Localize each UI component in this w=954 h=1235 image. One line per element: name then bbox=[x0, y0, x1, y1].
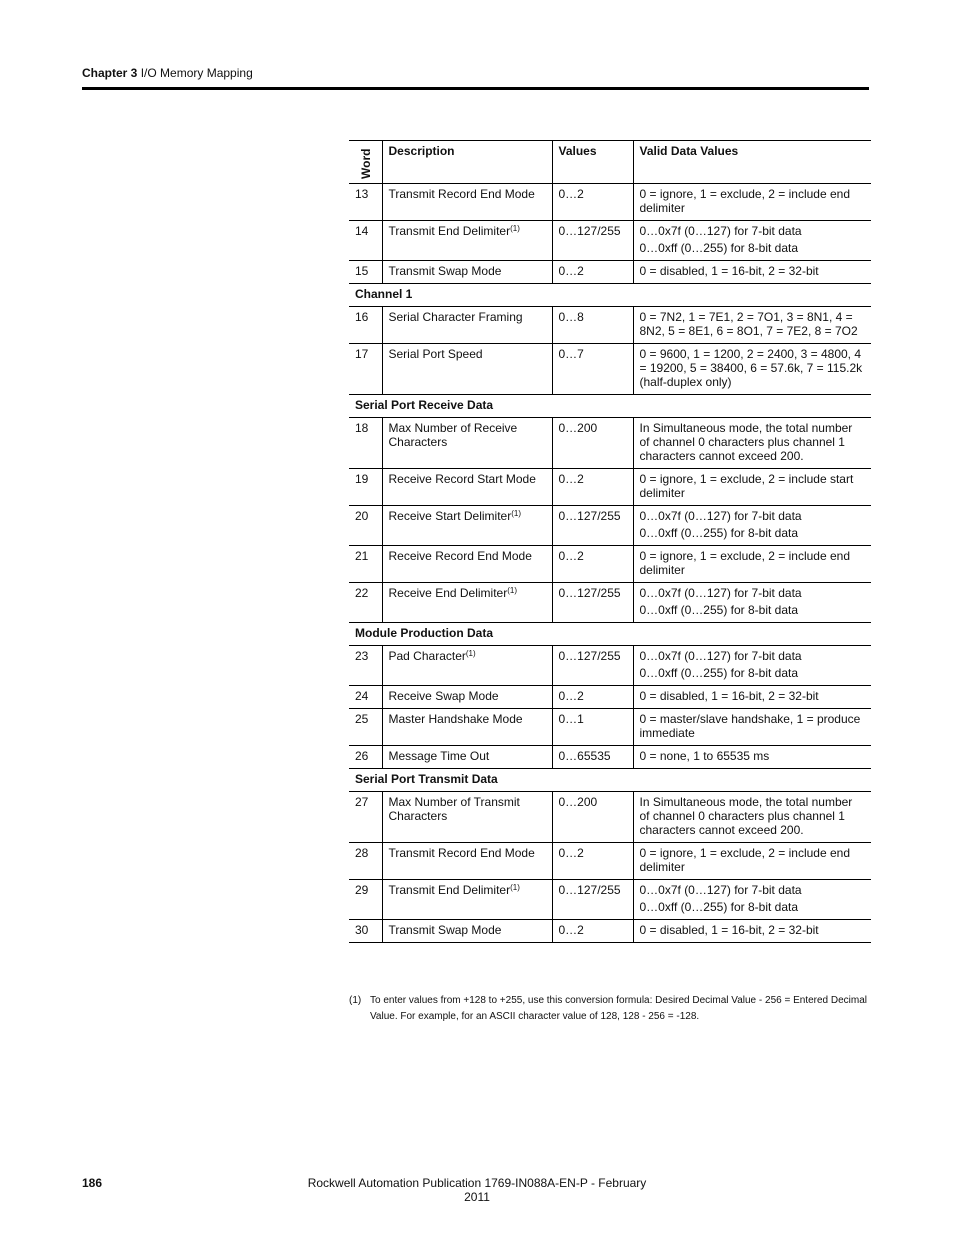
valid-values-cell bbox=[633, 746, 871, 769]
table-row bbox=[349, 261, 871, 284]
valid-values-text: 0 = ignore, 1 = exclude, 2 = include end delimiter bbox=[639, 549, 850, 577]
footnote bbox=[349, 993, 871, 1025]
word-cell: 22 bbox=[349, 583, 382, 623]
values-cell: 0…127/255 bbox=[552, 583, 633, 623]
table-row bbox=[349, 221, 871, 261]
valid-values-text: 0 = ignore, 1 = exclude, 2 = include end delimiter bbox=[639, 846, 850, 874]
description-text: Max Number of Transmit Characters bbox=[388, 795, 520, 823]
page-number: 186 bbox=[82, 1176, 103, 1190]
description-text: Receive Start Delimiter bbox=[388, 509, 512, 523]
valid-values-cell bbox=[633, 307, 871, 344]
values-cell: 0…2 bbox=[552, 469, 633, 506]
description-cell bbox=[382, 746, 552, 769]
valid-values-text: 0 = ignore, 1 = exclude, 2 = include end delimiter bbox=[639, 187, 850, 215]
description-cell bbox=[382, 344, 552, 395]
valid-values-text: 0 = 9600, 1 = 1200, 2 = 2400, 3 = 4800, 4 = 19200, 5 = 38400, 6 = 57.6k, 7 = 115.2k (half-duplex only) bbox=[639, 347, 863, 389]
values-cell: 0…7 bbox=[552, 344, 633, 395]
values-cell: 0…127/255 bbox=[552, 880, 633, 920]
footnote-ref: (1) bbox=[507, 586, 517, 595]
values-cell: 0…2 bbox=[552, 843, 633, 880]
section-title: Serial Port Transmit Data bbox=[349, 769, 871, 792]
description-cell bbox=[382, 221, 552, 261]
footnote-ref: (1) bbox=[510, 883, 520, 892]
description-cell bbox=[382, 418, 552, 469]
valid-values-text: In Simultaneous mode, the total number of channel 0 characters plus channel 1 characters cannot exceed 200. bbox=[639, 421, 853, 463]
values-cell: 0…1 bbox=[552, 709, 633, 746]
valid-values-cell bbox=[633, 469, 871, 506]
valid-values-text: 0…0x7f (0…127) for 7-bit data bbox=[639, 649, 802, 663]
section-row bbox=[349, 284, 871, 307]
section-title: Channel 1 bbox=[349, 284, 871, 307]
table-row bbox=[349, 307, 871, 344]
word-cell: 30 bbox=[349, 920, 382, 943]
values-cell: 0…65535 bbox=[552, 746, 633, 769]
description-cell bbox=[382, 307, 552, 344]
description-text: Master Handshake Mode bbox=[388, 712, 523, 726]
description-cell bbox=[382, 469, 552, 506]
description-cell bbox=[382, 686, 552, 709]
valid-values-text-2: 0…0xff (0…255) for 8-bit data bbox=[639, 666, 799, 680]
values-cell: 0…2 bbox=[552, 261, 633, 284]
footnote-ref: (1) bbox=[510, 224, 520, 233]
valid-values-cell bbox=[633, 709, 871, 746]
description-text: Transmit End Delimiter bbox=[388, 883, 511, 897]
table-row bbox=[349, 746, 871, 769]
valid-values-cell bbox=[633, 418, 871, 469]
values-cell: 0…127/255 bbox=[552, 221, 633, 261]
col-header-valid: Valid Data Values bbox=[633, 141, 871, 184]
table-row bbox=[349, 418, 871, 469]
table-row bbox=[349, 184, 871, 221]
description-text: Message Time Out bbox=[388, 749, 490, 763]
description-text: Transmit Swap Mode bbox=[388, 264, 502, 278]
valid-values-text: 0…0x7f (0…127) for 7-bit data bbox=[639, 883, 802, 897]
table-row bbox=[349, 583, 871, 623]
table-row bbox=[349, 469, 871, 506]
word-cell: 24 bbox=[349, 686, 382, 709]
valid-values-text: 0 = ignore, 1 = exclude, 2 = include start delimiter bbox=[639, 472, 854, 500]
values-cell: 0…2 bbox=[552, 686, 633, 709]
table-row bbox=[349, 843, 871, 880]
valid-values-cell bbox=[633, 221, 871, 261]
valid-values-cell bbox=[633, 920, 871, 943]
description-cell bbox=[382, 646, 552, 686]
section-row bbox=[349, 395, 871, 418]
valid-values-text: 0 = disabled, 1 = 16-bit, 2 = 32-bit bbox=[639, 923, 819, 937]
valid-values-cell bbox=[633, 880, 871, 920]
description-cell bbox=[382, 583, 552, 623]
valid-values-text: 0 = disabled, 1 = 16-bit, 2 = 32-bit bbox=[639, 264, 819, 278]
col-header-word: Word bbox=[349, 141, 382, 184]
description-cell bbox=[382, 184, 552, 221]
description-cell bbox=[382, 920, 552, 943]
valid-values-cell bbox=[633, 686, 871, 709]
description-text: Transmit End Delimiter bbox=[388, 224, 511, 238]
valid-values-text-2: 0…0xff (0…255) for 8-bit data bbox=[639, 526, 799, 540]
valid-values-text: 0 = none, 1 to 65535 ms bbox=[639, 749, 770, 763]
valid-values-text-2: 0…0xff (0…255) for 8-bit data bbox=[639, 900, 799, 914]
values-cell: 0…127/255 bbox=[552, 646, 633, 686]
word-cell: 18 bbox=[349, 418, 382, 469]
description-text: Transmit Swap Mode bbox=[388, 923, 502, 937]
description-cell bbox=[382, 880, 552, 920]
valid-values-cell bbox=[633, 646, 871, 686]
table-row bbox=[349, 686, 871, 709]
description-text: Max Number of Receive Characters bbox=[388, 421, 518, 449]
valid-values-text: 0 = 7N2, 1 = 7E1, 2 = 7O1, 3 = 8N1, 4 = 8N2, 5 = 8E1, 6 = 8O1, 7 = 7E2, 8 = 7O2 bbox=[639, 310, 858, 338]
valid-values-cell bbox=[633, 506, 871, 546]
description-text: Receive End Delimiter bbox=[388, 586, 508, 600]
description-text: Transmit Record End Mode bbox=[388, 187, 535, 201]
valid-values-text: 0…0x7f (0…127) for 7-bit data bbox=[639, 586, 802, 600]
valid-values-text: 0 = disabled, 1 = 16-bit, 2 = 32-bit bbox=[639, 689, 819, 703]
description-text: Transmit Record End Mode bbox=[388, 846, 535, 860]
word-cell: 25 bbox=[349, 709, 382, 746]
description-cell bbox=[382, 261, 552, 284]
description-cell bbox=[382, 709, 552, 746]
table-row bbox=[349, 646, 871, 686]
values-cell: 0…200 bbox=[552, 418, 633, 469]
word-cell: 15 bbox=[349, 261, 382, 284]
valid-values-cell bbox=[633, 792, 871, 843]
section-title: Serial Port Receive Data bbox=[349, 395, 871, 418]
table-row bbox=[349, 709, 871, 746]
description-text: Receive Record End Mode bbox=[388, 549, 532, 563]
description-text: Pad Character bbox=[388, 649, 466, 663]
valid-values-cell bbox=[633, 843, 871, 880]
table-row bbox=[349, 546, 871, 583]
description-text: Serial Port Speed bbox=[388, 347, 483, 361]
section-title: I/O Memory Mapping bbox=[140, 66, 253, 80]
table-row bbox=[349, 880, 871, 920]
valid-values-text: 0…0x7f (0…127) for 7-bit data bbox=[639, 509, 802, 523]
valid-values-cell bbox=[633, 344, 871, 395]
col-header-description: Description bbox=[382, 141, 552, 184]
col-header-values: Values bbox=[552, 141, 633, 184]
description-text: Receive Record Start Mode bbox=[388, 472, 536, 486]
word-cell: 26 bbox=[349, 746, 382, 769]
valid-values-cell bbox=[633, 583, 871, 623]
section-title: Module Production Data bbox=[349, 623, 871, 646]
footnote-mark: (1) bbox=[349, 995, 362, 1006]
values-cell: 0…127/255 bbox=[552, 506, 633, 546]
word-cell: 17 bbox=[349, 344, 382, 395]
table-row bbox=[349, 506, 871, 546]
values-cell: 0…8 bbox=[552, 307, 633, 344]
description-cell bbox=[382, 843, 552, 880]
word-cell: 21 bbox=[349, 546, 382, 583]
valid-values-cell bbox=[633, 546, 871, 583]
table-row bbox=[349, 920, 871, 943]
word-cell: 28 bbox=[349, 843, 382, 880]
description-cell bbox=[382, 546, 552, 583]
word-cell: 19 bbox=[349, 469, 382, 506]
table-header-row bbox=[349, 141, 871, 184]
word-cell: 14 bbox=[349, 221, 382, 261]
word-cell: 23 bbox=[349, 646, 382, 686]
footnote-ref: (1) bbox=[511, 509, 521, 518]
valid-values-text: 0…0x7f (0…127) for 7-bit data bbox=[639, 224, 802, 238]
io-memory-table bbox=[349, 140, 871, 943]
values-cell: 0…2 bbox=[552, 920, 633, 943]
word-cell: 16 bbox=[349, 307, 382, 344]
description-text: Serial Character Framing bbox=[388, 310, 523, 324]
section-row bbox=[349, 769, 871, 792]
values-cell: 0…2 bbox=[552, 184, 633, 221]
page-header bbox=[82, 66, 869, 90]
description-text: Receive Swap Mode bbox=[388, 689, 499, 703]
valid-values-text-2: 0…0xff (0…255) for 8-bit data bbox=[639, 241, 799, 255]
valid-values-cell bbox=[633, 184, 871, 221]
description-cell bbox=[382, 792, 552, 843]
valid-values-text: In Simultaneous mode, the total number of channel 0 characters plus channel 1 characters cannot exceed 200. bbox=[639, 795, 853, 837]
valid-values-cell bbox=[633, 261, 871, 284]
valid-values-text: 0 = master/slave handshake, 1 = produce immediate bbox=[639, 712, 861, 740]
description-cell bbox=[382, 506, 552, 546]
word-cell: 27 bbox=[349, 792, 382, 843]
valid-values-text-2: 0…0xff (0…255) for 8-bit data bbox=[639, 603, 799, 617]
section-row bbox=[349, 623, 871, 646]
table-row bbox=[349, 792, 871, 843]
values-cell: 0…200 bbox=[552, 792, 633, 843]
word-cell: 13 bbox=[349, 184, 382, 221]
publication-id: Rockwell Automation Publication 1769-IN088A-EN-P - February 2011 bbox=[307, 1176, 647, 1204]
footnote-ref: (1) bbox=[465, 649, 476, 658]
word-cell: 20 bbox=[349, 506, 382, 546]
word-cell: 29 bbox=[349, 880, 382, 920]
table-row bbox=[349, 344, 871, 395]
chapter-label: Chapter 3 bbox=[82, 66, 138, 80]
footnote-text: To enter values from +128 to +255, use this conversion formula: Desired Decimal Value - 256 = Entered Decimal Value. For example, for an ASCII character value of 128, 128 - 256 = -128. bbox=[370, 995, 868, 1022]
values-cell: 0…2 bbox=[552, 546, 633, 583]
